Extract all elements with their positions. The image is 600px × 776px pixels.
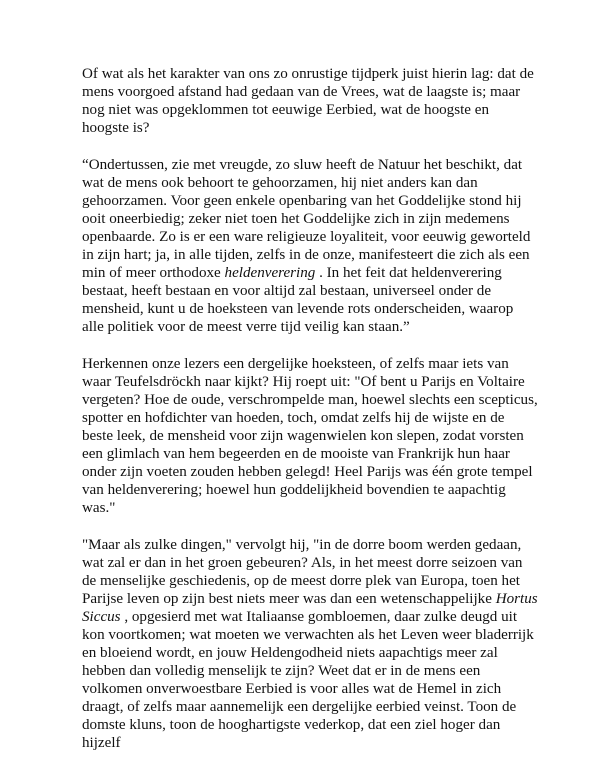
paragraph-2-text-b: . In het feit dat heldenverering bestaat, heeft bestaan en voor altijd zal bestaan, universeel onder de mensheid, kunt u de hoeksteen van levende rots onderscheiden, waarop alle politiek voor de meest verre tijd veilig kan staan.” (82, 265, 514, 335)
document-page (82, 65, 538, 771)
paragraph-4-emphasis: Hortus Siccus (82, 591, 538, 625)
paragraph-3 (82, 355, 538, 517)
paragraph-1 (82, 65, 538, 137)
paragraph-2 (82, 156, 538, 336)
paragraph-4 (82, 536, 538, 752)
paragraph-1-text: Of wat als het karakter van ons zo onrustige tijdperk juist hierin lag: dat de mens voorgoed afstand had gedaan van de Vrees, wat de laagste is; maar nog niet was opgeklommen tot eeuwige Eerbied, wat de hoogste en hoogste is? (82, 66, 534, 136)
paragraph-4-text-a: "Maar als zulke dingen," vervolgt hij, "in de dorre boom werden gedaan, wat zal er dan in het groen gebeuren? Als, in het meest dorre seizoen van de menselijke geschiedenis, op de meest dorre plek van Europa, toen het Parijse leven op zijn best niets meer was dan een wetenschappelijke (82, 537, 523, 607)
paragraph-2-text-a: “Ondertussen, zie met vreugde, zo sluw heeft de Natuur het beschikt, dat wat de mens ook behoort te gehoorzamen, hij niet anders kan dan gehoorzamen. Voor geen enkele openbaring van het Goddelijke stond hij ooit oneerbiedig; zeker niet toen het Goddelijke zich in zijn medemens openbaarde. Zo is er een ware religieuze loyaliteit, voor eeuwig geworteld in zijn hart; ja, in alle tijden, zelfs in de onze, manifesteert die zich als een min of meer orthodoxe (82, 157, 531, 281)
paragraph-4-text-b: , opgesierd met wat Italiaanse gombloemen, daar zulke deugd uit kon voortkomen; wat moeten we verwachten als het Leven weer bladerrijk en bloeiend wordt, en jouw Heldengodheid niets aapachtigs meer zal hebben dan volledig menselijk te zijn? Weet dat er in de mens een volkomen onverwoestbare Eerbied is voor alles wat de Hemel in zich draagt, of zelfs maar aannemelijk een dergelijke eerbied veinst. Toon de domste kluns, toon de hooghartigste vederkop, dat een ziel hoger dan hijzelf (82, 609, 534, 751)
paragraph-3-text: Herkennen onze lezers een dergelijke hoeksteen, of zelfs maar iets van waar Teufelsdröckh naar kijkt? Hij roept uit: "Of bent u Parijs en Voltaire vergeten? Hoe de oude, verschrompelde man, hoewel slechts een scepticus, spotter en hofdichter van hoeden, toch, omdat zelfs hij de wijste en de beste leek, de mensheid voor zijn wagenwielen kon slepen, zodat vorsten een glimlach van hem begeerden en de mooiste van Frankrijk hun haar onder zijn voeten zouden hebben gelegd! Heel Parijs was één grote tempel van heldenverering; hoewel hun goddelijkheid bovendien te aapachtig was." (82, 356, 538, 516)
paragraph-2-emphasis: heldenverering (224, 265, 316, 281)
